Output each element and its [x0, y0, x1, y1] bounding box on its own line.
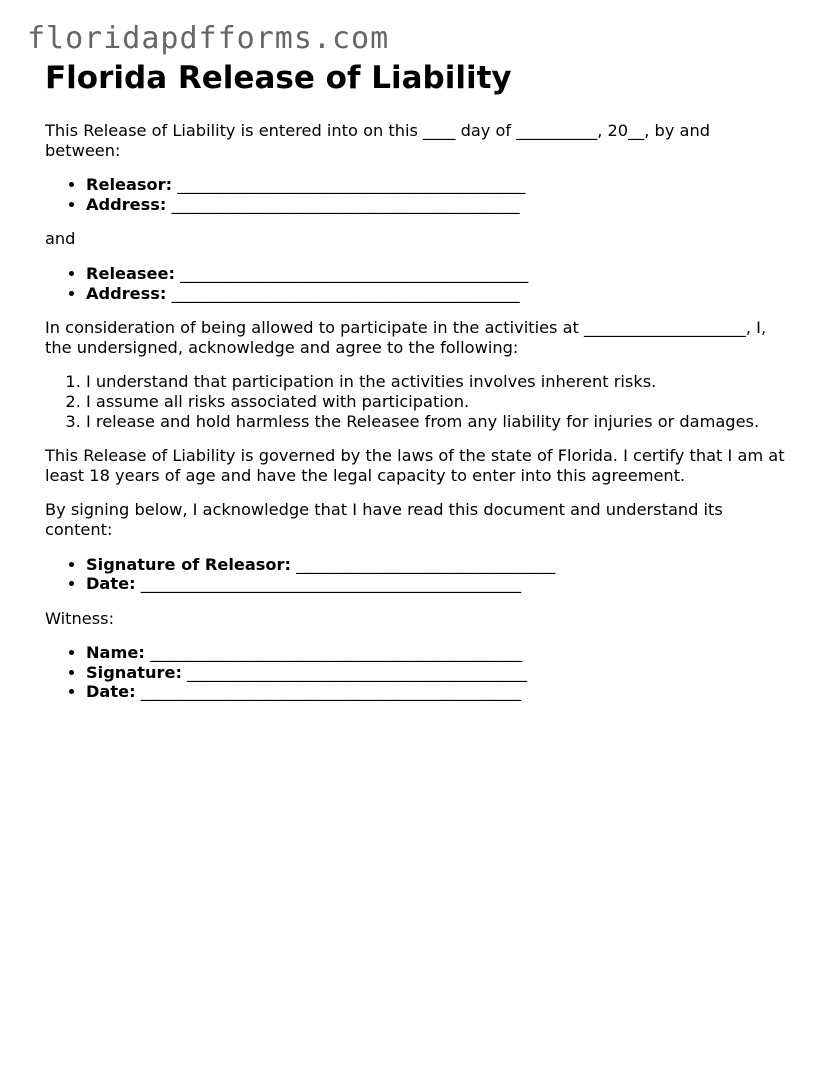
releasor-address-item [86, 195, 790, 215]
releasee-list [45, 264, 790, 303]
signature-releasor-blank[interactable]: ________________________________ [296, 554, 556, 574]
witness-name-item [86, 643, 790, 663]
releasor-list [45, 175, 790, 214]
signature-date-label: Date: [86, 574, 136, 594]
terms-list [45, 372, 790, 431]
document-body [45, 60, 790, 717]
releasee-address-blank[interactable]: ___________________________________________ [171, 283, 520, 303]
releasor-address-label: Address: [86, 194, 167, 214]
governing-law-paragraph: This Release of Liability is governed by the laws of the state of Florida. I certify that I am at least 18 years of age and have the legal capacity to enter into this agreement. [45, 446, 785, 485]
witness-name-label: Name: [86, 643, 145, 663]
intro-paragraph: This Release of Liability is entered into on this ____ day of __________, 20__, by and between: [45, 121, 711, 160]
page-title: Florida Release of Liability [45, 60, 512, 96]
releasee-blank[interactable]: ___________________________________________ [180, 263, 529, 283]
releasee-address-item [86, 284, 790, 304]
releasor-item [86, 175, 790, 195]
witness-heading: Witness: [45, 608, 115, 628]
consideration-paragraph: In consideration of being allowed to participate in the activities at ____________________, I, the undersigned, acknowledge and agree to the following: [45, 318, 767, 357]
acknowledge-paragraph: By signing below, I acknowledge that I have read this document and understand its content: [45, 500, 723, 539]
witness-name-blank[interactable]: ______________________________________________ [149, 643, 523, 663]
witness-list [45, 643, 790, 702]
witness-signature-item [86, 663, 790, 683]
releasee-address-label: Address: [86, 283, 167, 303]
releasee-item [86, 264, 790, 284]
signature-date-blank[interactable]: _______________________________________________ [140, 574, 522, 594]
signature-date-item [86, 574, 790, 594]
witness-signature-label: Signature: [86, 662, 182, 682]
signature-list [45, 555, 790, 594]
term-item: 1. I understand that participation in the activities involves inherent risks. [86, 372, 790, 392]
signature-releasor-label: Signature of Releasor: [86, 554, 292, 574]
witness-date-blank[interactable]: _______________________________________________ [140, 682, 522, 702]
witness-date-label: Date: [86, 682, 136, 702]
witness-signature-blank[interactable]: __________________________________________ [187, 662, 528, 682]
releasee-label: Releasee: [86, 263, 175, 283]
and-text: and [45, 229, 76, 249]
signature-item [86, 555, 790, 575]
term-item: 3. I release and hold harmless the Releasee from any liability for injuries or damages. [86, 412, 790, 432]
releasor-blank[interactable]: ___________________________________________ [177, 175, 526, 195]
site-watermark: floridapdfforms.com [27, 21, 390, 56]
releasor-label: Releasor: [86, 175, 173, 195]
witness-date-item [86, 682, 790, 702]
releasor-address-blank[interactable]: ___________________________________________ [171, 194, 520, 214]
term-item: 2. I assume all risks associated with participation. [86, 392, 790, 412]
